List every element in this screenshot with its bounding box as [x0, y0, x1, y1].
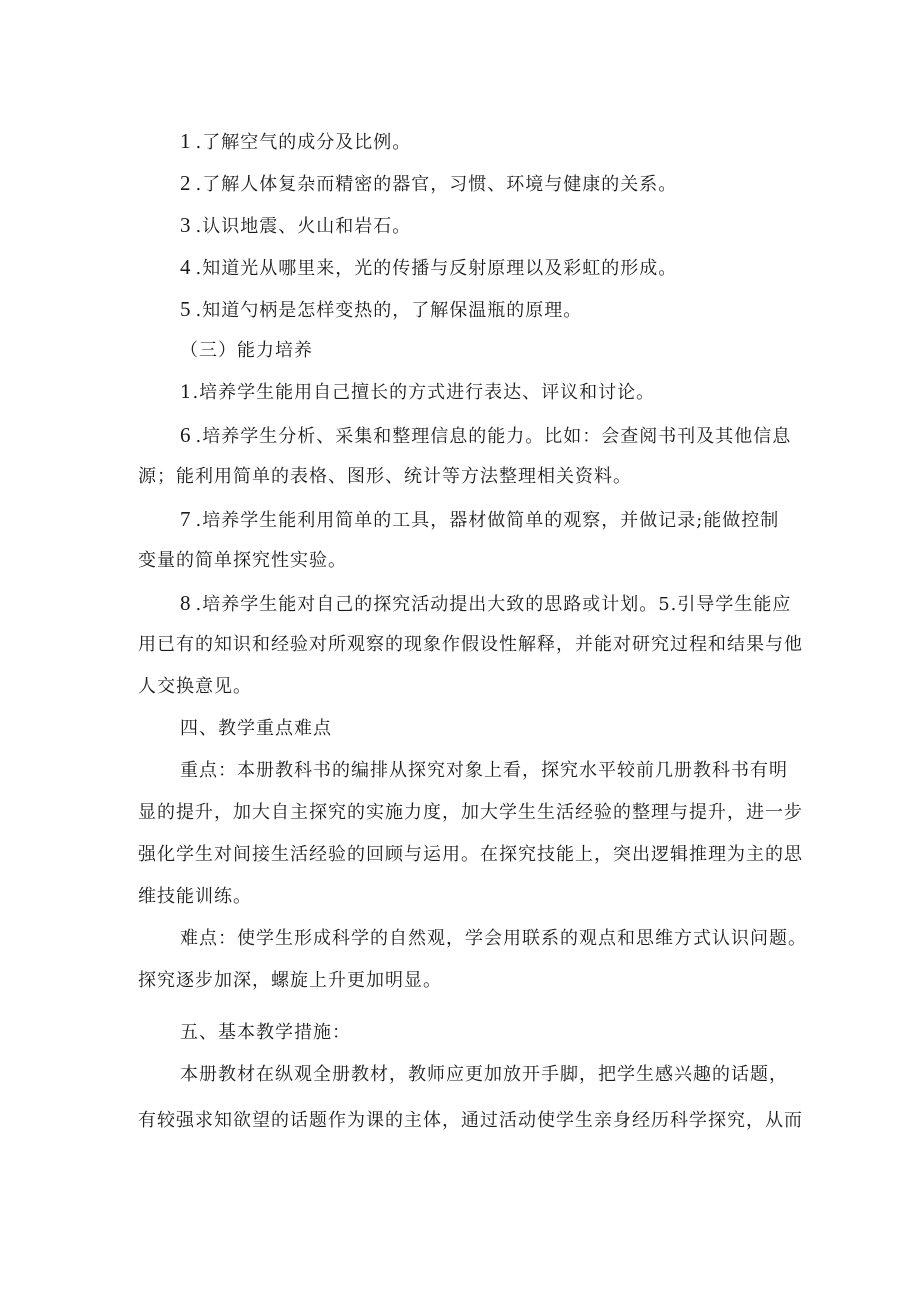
- item-text: .认识地震、火山和岩石。: [195, 216, 412, 237]
- item-text: .培养学生分析、采集和整理信息的能力。比如：会查阅书刊及其他信息: [195, 426, 792, 447]
- item-text: 显的提升，加大自主探究的实施力度，加大学生生活经验的整理与提升，进一步: [138, 802, 803, 823]
- text-line: [138, 548, 347, 574]
- text-line: [180, 254, 677, 282]
- item-text: 源；能利用简单的表格、图形、统计等方法整理相关资料。: [138, 466, 632, 487]
- text-line: [138, 464, 632, 490]
- text-line: [180, 590, 791, 618]
- text-line: [138, 842, 803, 868]
- item-text: （三）能力培养: [180, 340, 313, 361]
- item-text: 用已有的知识和经验对所观察的现象作假设性解释，并能对研究过程和结果与他: [138, 634, 803, 655]
- item-text: 1.培养学生能用自己擅长的方式进行表达、评议和讨论。: [180, 382, 656, 403]
- text-line: [180, 128, 411, 156]
- text-line: [180, 758, 788, 784]
- item-text: .了解空气的成分及比例。: [195, 132, 412, 153]
- item-text: 难点：使学生形成科学的自然观，学会用联系的观点和思维方式认识问题。: [180, 928, 807, 949]
- section-heading: [180, 716, 332, 742]
- item-number: 1: [180, 129, 192, 153]
- item-text: 本册教材在纵观全册教材，教师应更加放开手脚，把学生感兴趣的话题，: [180, 1064, 788, 1085]
- item-number: 6: [180, 423, 192, 447]
- item-number: 5: [180, 297, 192, 321]
- item-number: 4: [180, 255, 192, 279]
- item-number: 7: [180, 507, 192, 531]
- text-line: [138, 800, 803, 826]
- text-line: [180, 506, 779, 534]
- item-text: 强化学生对间接生活经验的回顾与运用。在探究技能上，突出逻辑推理为主的思: [138, 844, 803, 865]
- item-text: .培养学生能利用简单的工具，器材做简单的观察，并做记录;能做控制: [195, 510, 780, 531]
- item-text: .培养学生能对自己的探究活动提出大致的思路或计划。5.引导学生能应: [195, 594, 792, 615]
- text-line: [180, 422, 791, 450]
- item-number: 2: [180, 171, 192, 195]
- item-text: .了解人体复杂而精密的器官，习惯、环境与健康的关系。: [195, 174, 678, 195]
- item-text: 探究逐步加深，螺旋上升更加明显。: [138, 970, 442, 991]
- section-heading: [180, 338, 313, 364]
- text-line: [180, 170, 677, 198]
- text-line: [138, 884, 252, 910]
- text-line: [180, 1062, 788, 1088]
- item-text: 重点：本册教科书的编排从探究对象上看，探究水平较前几册教科书有明: [180, 760, 788, 781]
- item-text: 五、基本教学措施：: [180, 1022, 351, 1043]
- text-line: [138, 632, 803, 658]
- item-number: 3: [180, 213, 192, 237]
- item-text: 人交换意见。: [138, 676, 252, 697]
- item-text: .知道勺柄是怎样变热的，了解保温瓶的原理。: [195, 300, 583, 321]
- text-line: [180, 212, 411, 240]
- text-line: [138, 968, 442, 994]
- text-line: [138, 1108, 803, 1134]
- item-text: 维技能训练。: [138, 886, 252, 907]
- item-text: 变量的简单探究性实验。: [138, 550, 347, 571]
- item-text: 四、教学重点难点: [180, 718, 332, 739]
- text-line: [180, 926, 807, 952]
- item-number: 8: [180, 591, 192, 615]
- item-text: .知道光从哪里来，光的传播与反射原理以及彩虹的形成。: [195, 258, 678, 279]
- text-line: [180, 296, 582, 324]
- text-line: [180, 380, 655, 406]
- section-heading: [180, 1020, 351, 1046]
- text-line: [138, 674, 252, 700]
- item-text: 有较强求知欲望的话题作为课的主体，通过活动使学生亲身经历科学探究，从而: [138, 1110, 803, 1131]
